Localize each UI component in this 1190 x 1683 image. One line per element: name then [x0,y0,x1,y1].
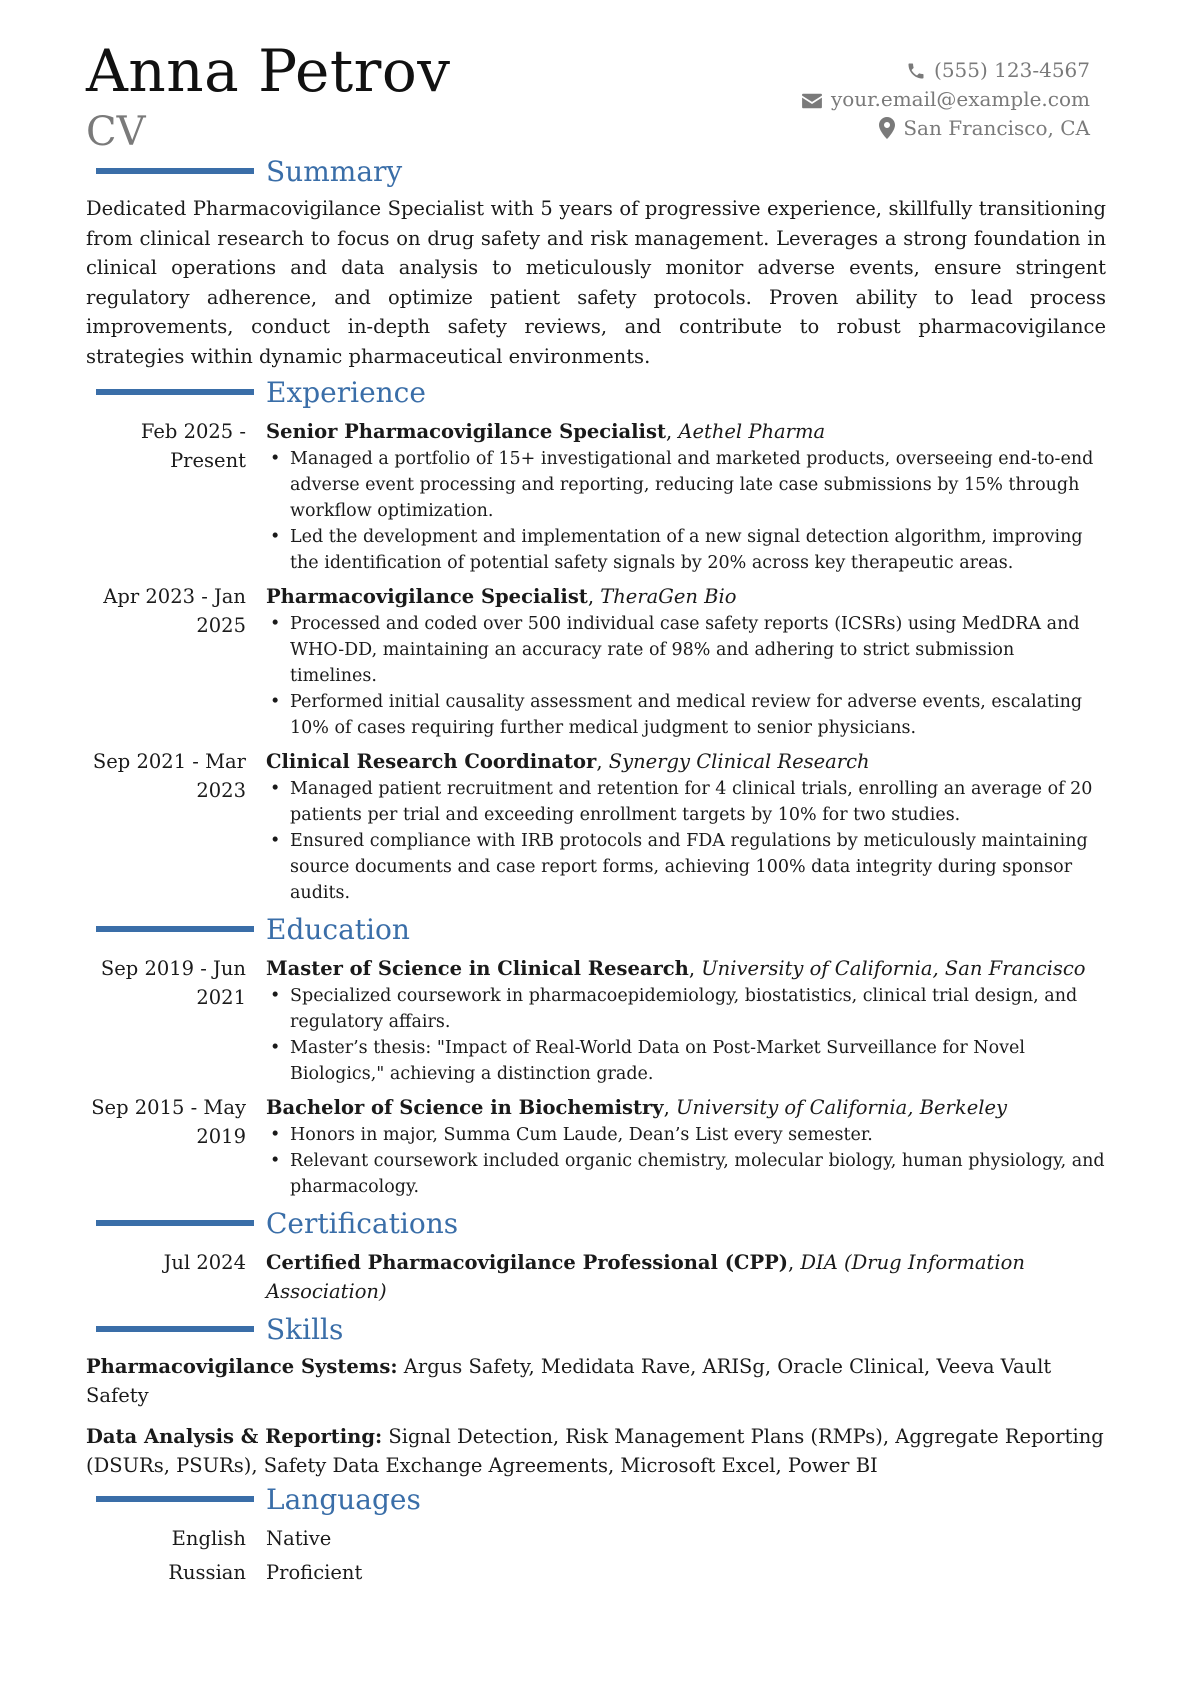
entry-organization: TheraGen Bio [600,585,737,608]
entry-bullets [266,446,1106,576]
entry-heading: Master of Science in Clinical Research, University of California, San Francisco [266,957,1086,980]
entry-title: Master of Science in Clinical Research [266,957,689,980]
section-rule [96,1326,254,1332]
entry-date: Jul 2024 [163,1251,246,1274]
phone-icon [906,61,926,81]
skill-label: Pharmacovigilance Systems: [86,1355,398,1378]
bullet-item: • Master’s thesis: "Impact of Real-World Data on Post-Market Surveillance for Novel Biologics," achieving a distinction grade. [266,1035,1106,1087]
entry-title: Senior Pharmacovigilance Specialist [266,420,666,443]
entry-title: Bachelor of Science in Biochemistry [266,1096,664,1119]
language-name: Russian [168,1561,246,1584]
entry-organization: Synergy Clinical Research [608,750,870,773]
bullet-item: • Processed and coded over 500 individual case safety reports (ICSRs) using MedDRA and WHO-DD, maintaining an accuracy rate of 98% and adhering to strict submission timelines. [266,611,1106,689]
summary-text: Dedicated Pharmacovigilance Specialist with 5 years of progressive experience, skillfully transitioning from clinical research to focus on drug safety and risk management. Leverages a strong foundation in clinical operations and data analysis to meticulously monitor adverse events, ensure stringent regulatory adherence, and optimize patient safety protocols. Proven ability to lead process improvements, conduct in-depth safety reviews, and contribute to robust pharmacovigilance strategies within dynamic pharmaceutical environments. [86,197,1106,368]
section-rule [96,926,254,932]
section-header-experience [86,375,1106,415]
section-rule [96,1220,254,1226]
location-text: San Francisco, CA [903,116,1090,140]
entry-title: Pharmacovigilance Specialist [266,585,588,608]
experience-entry [86,582,1106,741]
entry-organization: Aethel Pharma [678,420,826,443]
section-header-languages [86,1482,1106,1522]
entry-body [266,747,1106,906]
entry-heading: Senior Pharmacovigilance Specialist, Aethel Pharma [266,420,826,443]
section-header-education [86,912,1106,952]
section-header-certifications [86,1206,1106,1246]
experience-entry [86,417,1106,576]
map-marker-icon [879,117,895,139]
section-header-summary [86,154,1106,194]
skill-group [86,1352,1106,1410]
entry-body [266,1248,1106,1306]
entry-organization: DIA (Drug Information Association) [266,1251,1025,1303]
contact-phone[interactable] [801,56,1090,85]
language-row [86,1522,1106,1556]
entry-organization: University of California, Berkeley [676,1096,1008,1119]
entry-title: Clinical Research Coordinator [266,750,597,773]
person-name: Anna Petrov [86,37,451,105]
section-title: Experience [266,376,426,409]
section-title: Education [266,913,410,946]
skill-label: Data Analysis & Reporting: [86,1425,383,1448]
skill-values: Signal Detection, Risk Management Plans (RMPs), Aggregate Reporting (DSURs, PSURs), Safety Data Exchange Agreements, Microsoft Excel, Power BI [86,1425,1104,1477]
contact-email[interactable] [801,85,1090,114]
bullet-item: • Performed initial causality assessment and medical review for adverse events, escalating 10% of cases requiring further medical judgment to senior physicians. [266,689,1106,741]
cv-content [86,154,1106,1590]
skill-group [86,1422,1106,1480]
entry-date: Sep 2021 - Mar 2023 [92,750,246,802]
entry-body [266,954,1106,1087]
bullet-item: • Specialized coursework in pharmacoepidemiology, biostatistics, clinical trial design, and regulatory affairs. [266,983,1106,1035]
section-header-skills [86,1312,1106,1352]
entry-heading: Pharmacovigilance Specialist, TheraGen Bio [266,585,737,608]
envelope-icon [801,92,823,110]
entry-bullets [266,983,1106,1087]
section-rule [96,389,254,395]
language-row [86,1556,1106,1590]
entry-heading: Certified Pharmacovigilance Professional (CPP), DIA (Drug Information Association) [266,1251,1025,1303]
section-title: Languages [266,1483,421,1516]
contact-block [801,56,1090,143]
language-level: Native [266,1527,332,1550]
language-name: English [171,1527,246,1550]
education-entry [86,954,1106,1087]
education-entry [86,1093,1106,1200]
entry-date: Feb 2025 - Present [140,420,246,472]
section-title: Skills [266,1313,344,1346]
entry-title: Certified Pharmacovigilance Professional (CPP) [266,1251,789,1274]
bullet-item: • Managed a portfolio of 15+ investigational and marketed products, overseeing end-to-end adverse event processing and reporting, reducing late case submissions by 15% through workflow optimization. [266,446,1106,524]
entry-bullets [266,776,1106,906]
experience-entry [86,747,1106,906]
language-level: Proficient [266,1561,363,1584]
entry-date: Sep 2019 - Jun 2021 [100,957,246,1009]
section-rule [96,168,254,174]
phone-text: (555) 123-4567 [934,58,1090,82]
entry-heading: Clinical Research Coordinator, Synergy Clinical Research [266,750,870,773]
entry-heading: Bachelor of Science in Biochemistry, University of California, Berkeley [266,1096,1008,1119]
entry-bullets [266,1122,1106,1200]
entry-bullets [266,611,1106,741]
entry-organization: University of California, San Francisco [701,957,1086,980]
bullet-item: • Ensured compliance with IRB protocols and FDA regulations by meticulously maintaining source documents and case report forms, achieving 100% data integrity during sponsor audits. [266,828,1106,906]
skill-values: Argus Safety, Medidata Rave, ARISg, Oracle Clinical, Veeva Vault Safety [86,1355,1052,1407]
bullet-item: • Managed patient recruitment and retention for 4 clinical trials, enrolling an average of 20 patients per trial and exceeding enrollment targets by 10% for two studies. [266,776,1106,828]
section-title: Certifications [266,1207,459,1240]
entry-date: Apr 2023 - Jan 2025 [103,585,246,637]
contact-location [801,114,1090,143]
entry-date: Sep 2015 - May 2019 [91,1096,246,1148]
entry-body [266,582,1106,741]
bullet-item: • Honors in major, Summa Cum Laude, Dean’s List every semester. [266,1122,1106,1148]
section-title: Summary [266,155,403,188]
section-rule [96,1496,254,1502]
bullet-item: • Led the development and implementation of a new signal detection algorithm, improving the identification of potential safety signals by 20% across key therapeutic areas. [266,524,1106,576]
certification-entry [86,1248,1106,1306]
entry-body [266,1093,1106,1200]
entry-body [266,417,1106,576]
document-subtitle: CV [86,109,146,155]
bullet-item: • Relevant coursework included organic chemistry, molecular biology, human physiology, and pharmacology. [266,1148,1106,1200]
email-text: your.email@example.com [830,87,1090,111]
